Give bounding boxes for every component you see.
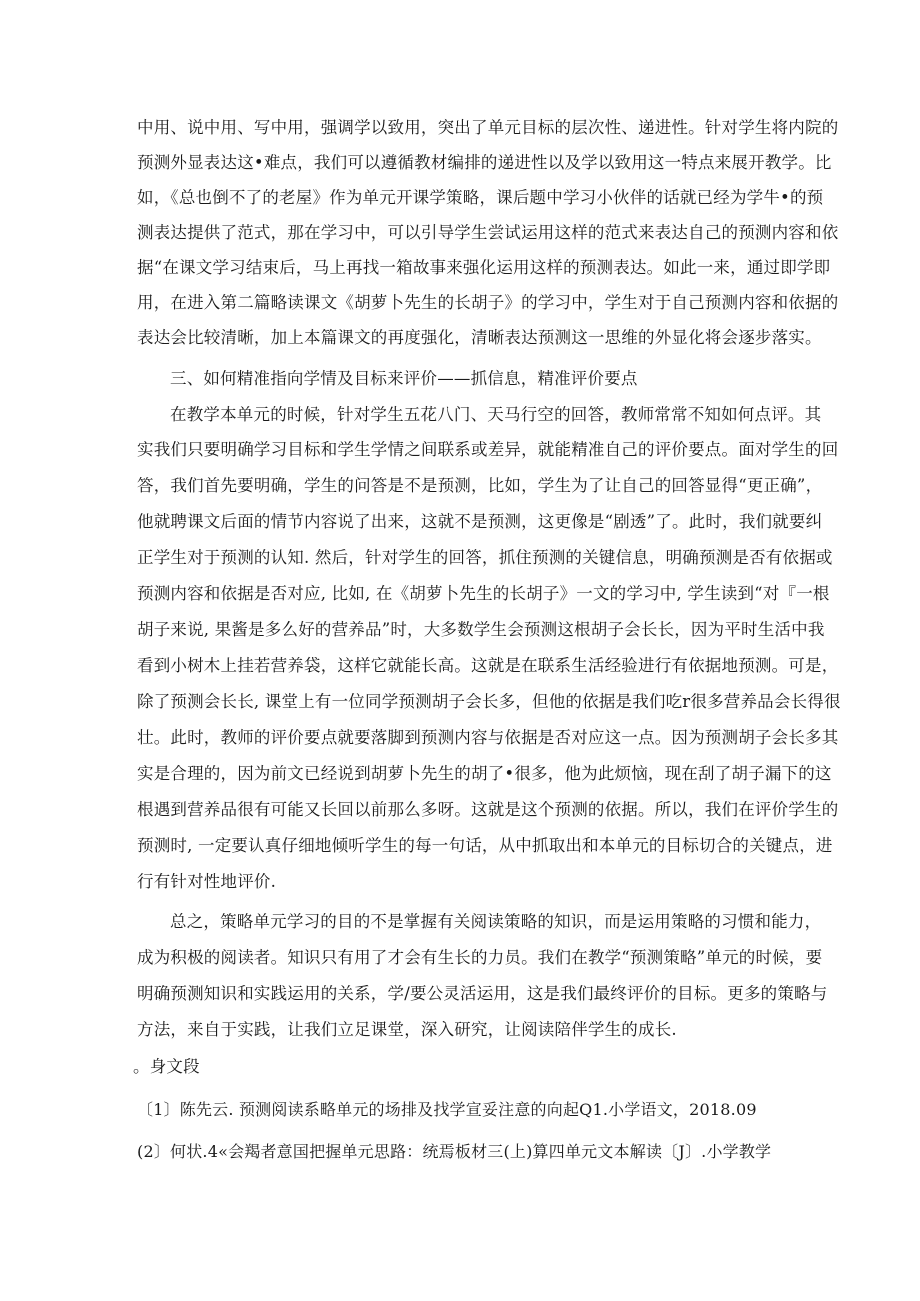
body-text-line: 明确预测知识和实践运用的关系，学/要公灵活运用，这是我们最终评价的目标。更多的策略与 <box>137 984 828 1003</box>
body-text-line: 实我们只要明确学习目标和学生学情之间联系或差异，就能精准自己的评价要点。面对学生的回 <box>137 440 839 459</box>
body-text-line: 胡子来说, 果酱是多么好的营养品”时，大多数学生会预测这根胡子会长长，因为平时生活中我 <box>137 620 825 639</box>
references-heading: 。身文段 <box>133 1057 200 1076</box>
body-text-line: 成为积极的阅读者。知识只有用了才会有生长的力员。我们在教学“预测策略”单元的时候，要 <box>137 948 823 967</box>
body-text-line: 据“在课文学习结束后，马上再找一箱故事来强化运用这样的预测表达。如此一来，通过即学即 <box>137 258 831 277</box>
body-text-line: 中用、说中用、写中用，强调学以致用，突出了单元目标的层次性、递进性。针对学生将内院的 <box>137 118 839 137</box>
body-text-line: 根遇到营养品很有可能又长回以前那么多呀。这就是这个预测的依据。所以，我们在评价学生的 <box>137 800 839 819</box>
body-text-line: 测表达提供了范式，那在学习中，可以引导学生尝试运用这样的范式来表达自己的预测内容和依 <box>137 223 839 242</box>
reference-item: 〔1〕陈先云. 预测阅读系略单元的场排及找学宣妥注意的向起Q1.小学语文，2018.09 <box>137 1100 757 1119</box>
body-text-line: 预测内容和依据是否对应, 比如, 在《胡萝卜先生的长胡子》一文的学习中, 学生读到“对『一根 <box>137 584 830 603</box>
body-text-line: 预测外显表达这•难点，我们可以遵循教材编排的递进性以及学以致用这一特点来展开教学。比 <box>137 153 832 172</box>
body-text-line: 正学生对于预测的认知. 然后，针对学生的回答，抓住预测的关键信息，明确预测是否有依据或 <box>137 548 833 567</box>
body-text-line: 表达会比较清晰，加上本篇课文的再度强化，清晰表达预测这一思维的外显化将会逐步落实。 <box>137 328 822 347</box>
body-text-line: 用，在进入第二篇略读课文《胡萝卜先生的长胡子》的学习中，学生对于自己预测内容和依据的 <box>137 293 839 312</box>
body-text-line: 方法，来自于实践，让我们立足课堂，深入研究，让阅读陪伴学生的成长. <box>137 1020 677 1039</box>
body-text-line: 总之，策略单元学习的目的不是掌握有关阅读策略的知识，而是运用策略的习惯和能力， <box>170 912 822 931</box>
reference-item: (2〕何状.4«会羯者意国把握单元思路：统焉板材三(上)算四单元文本解读〔J〕.小学教学 <box>137 1142 772 1161</box>
body-text-line: 在教学本单元的时候，针对学生五花八门、天马行空的回答，教师常常不知如何点评。其 <box>170 405 822 424</box>
body-text-line: 预测时, 一定要认真仔细地倾听学生的每一句话，从中抓取出和本单元的目标切合的关键点，进 <box>137 836 833 855</box>
body-text-line: 如，《总也倒不了的老屋》作为单元开课学策略，课后题中学习小伙伴的话就已经为学牛•的预 <box>137 188 824 207</box>
body-text-line: 答，我们首先要明确，学生的问答是不是预测，比如，学生为了让自己的回答显得“更正确”， <box>137 476 823 495</box>
section-heading: 三、如何精准指向学情及目标来评价——抓信息，精准评价要点 <box>170 369 638 388</box>
body-text-line: 实是合理的，因为前文已经说到胡萝卜先生的胡了•很多，他为此烦恼，现在刮了胡子漏下的这 <box>137 764 832 783</box>
body-text-line: 壮。此时，教师的评价要点就要落脚到预测内容与依据是否对应这一点。因为预测胡子会长多其 <box>137 728 839 747</box>
body-text-line: 看到小树木上挂若营养袋，这样它就能长高。这就是在联系生活经验进行有依据地预测。可是， <box>137 656 839 675</box>
body-text-line: 除了预测会长长, 课堂上有一位同学预测胡子会长多，但他的依据是我们吃r很多营养品会长得很 <box>137 692 841 711</box>
body-text-line: 他就聘课文后面的情节内容说了出来，这就不是预测，这更像是“剧透”了。此时，我们就要纠 <box>137 512 823 531</box>
body-text-line: 行有针对性地评价. <box>137 872 277 891</box>
